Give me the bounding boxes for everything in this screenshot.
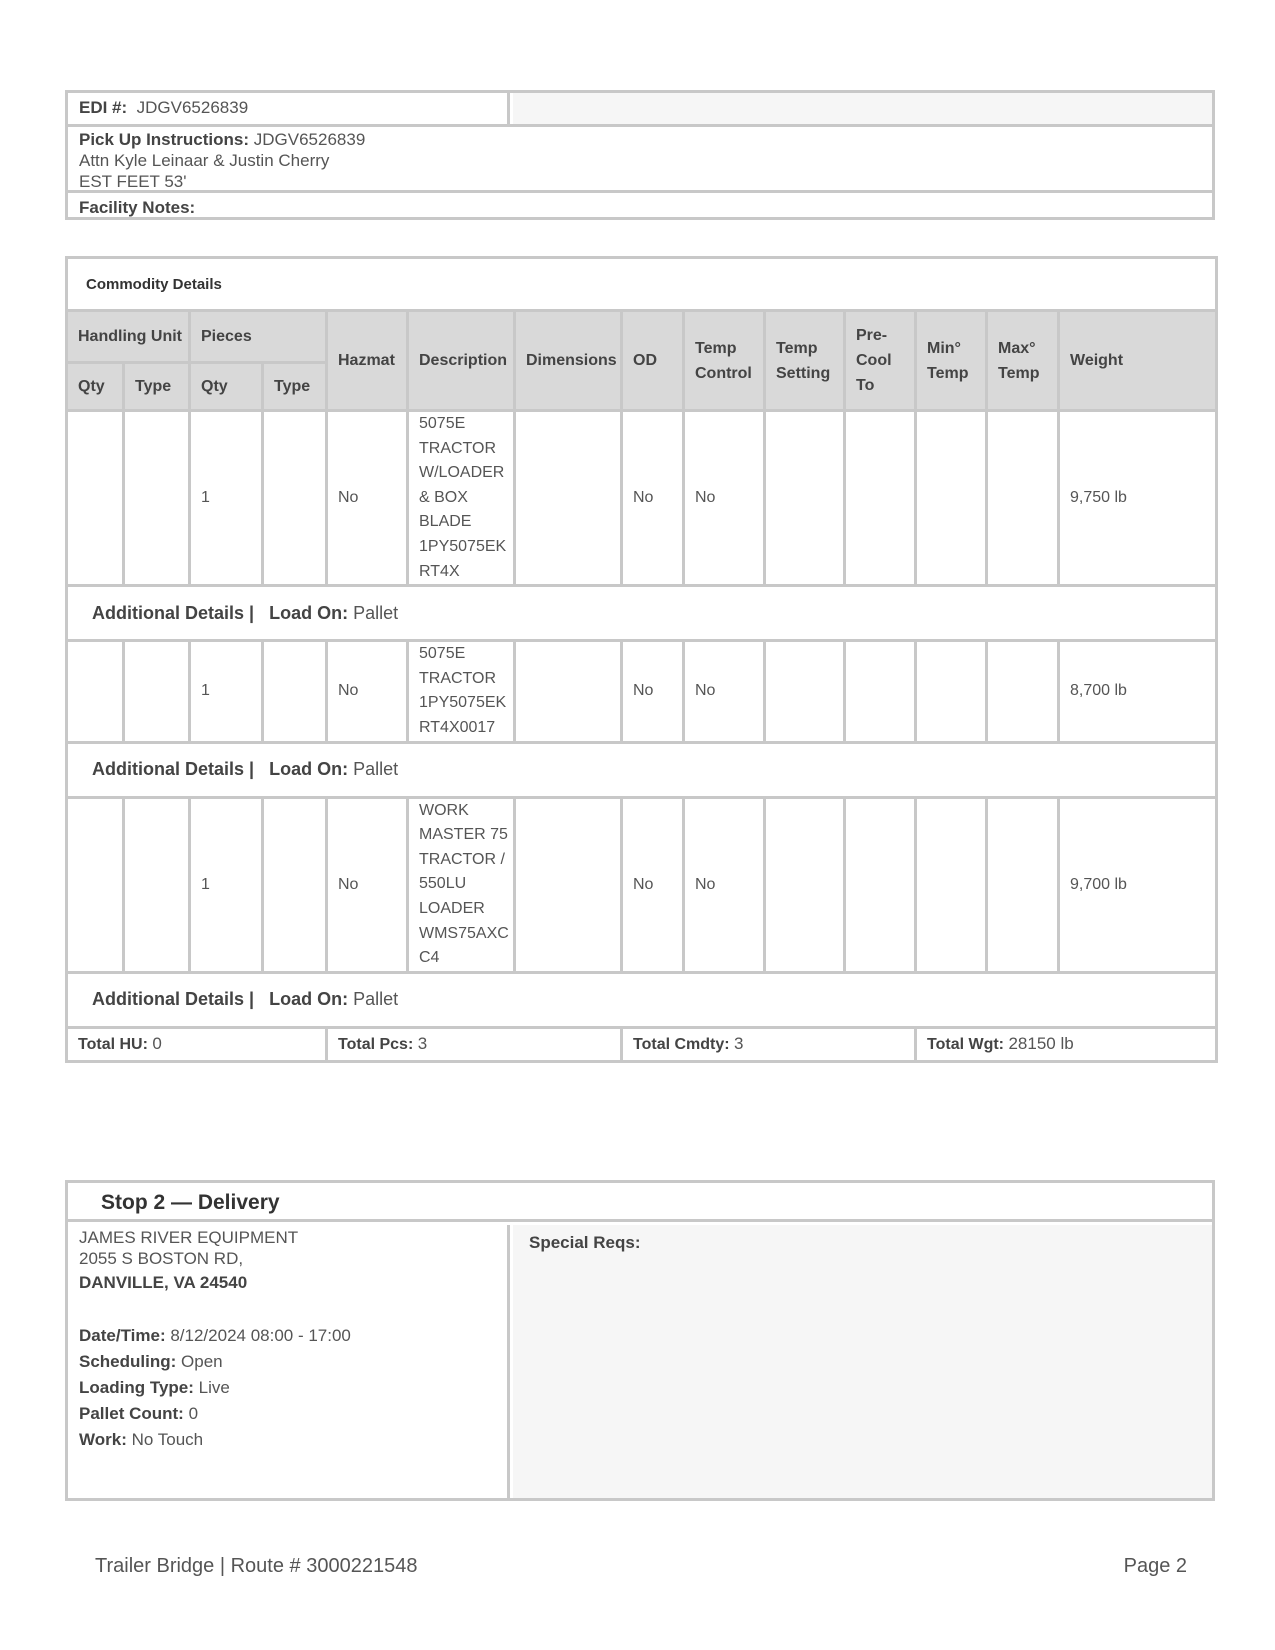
header-weight: Weight bbox=[1059, 311, 1217, 411]
total-cmdty-value: 3 bbox=[734, 1034, 744, 1054]
header-hazmat: Hazmat bbox=[327, 311, 408, 411]
facility-label: Facility Notes: bbox=[79, 198, 196, 217]
additional-details-label: Additional Details | bbox=[92, 759, 255, 780]
table-row bbox=[67, 411, 1217, 586]
od-cell: No bbox=[622, 797, 684, 972]
header-pcs-type: Type bbox=[263, 363, 327, 411]
temp-control-cell: No bbox=[684, 641, 765, 742]
datetime-field bbox=[79, 1323, 507, 1349]
description-line: RT4X0017 bbox=[419, 718, 496, 736]
description-line: 5075E bbox=[419, 645, 466, 663]
header-max-temp: Max° Temp bbox=[987, 311, 1059, 411]
scheduling-label: Scheduling: bbox=[79, 1352, 177, 1371]
description-line: 5075E bbox=[419, 415, 466, 432]
edi-empty-cell bbox=[513, 93, 1212, 124]
hazmat-cell: No bbox=[327, 797, 408, 972]
total-pcs-value: 3 bbox=[417, 1034, 428, 1054]
header-description: Description bbox=[408, 311, 515, 411]
header-pcs-qty: Qty bbox=[190, 363, 263, 411]
total-hu-label: Total HU: bbox=[78, 1036, 148, 1054]
edi-field bbox=[68, 93, 510, 124]
header-hu-type: Type bbox=[124, 363, 190, 411]
hu-type-cell bbox=[124, 641, 190, 742]
max-temp-cell bbox=[987, 641, 1059, 742]
pickup-instructions bbox=[68, 127, 1212, 193]
pre-cool-cell bbox=[845, 641, 916, 742]
description-cell bbox=[408, 411, 515, 586]
description-line: TRACTOR bbox=[419, 669, 497, 687]
additional-details bbox=[67, 972, 1217, 1027]
header-temp-setting: Temp Setting bbox=[765, 311, 845, 411]
additional-details-row bbox=[67, 972, 1217, 1027]
pcs-qty-cell: 1 bbox=[190, 411, 263, 586]
description-line: TRACTOR bbox=[419, 439, 497, 457]
total-wgt-value: 28150 lb bbox=[1008, 1034, 1074, 1054]
datetime-label: Date/Time: bbox=[79, 1326, 166, 1345]
header-handling-unit: Handling Unit bbox=[67, 311, 190, 363]
weight-cell: 9,750 lb bbox=[1059, 411, 1217, 586]
additional-details-label: Additional Details | bbox=[92, 989, 255, 1010]
min-temp-cell bbox=[916, 411, 987, 586]
hu-qty-cell bbox=[67, 641, 124, 742]
loading-type-label: Loading Type: bbox=[79, 1378, 194, 1397]
header-pre-cool-to: Pre- Cool To bbox=[845, 311, 916, 411]
hu-type-cell bbox=[124, 797, 190, 972]
pickup-info-box bbox=[65, 90, 1215, 220]
totals-row bbox=[67, 1027, 1217, 1061]
datetime-value: 8/12/2024 08:00 - 17:00 bbox=[170, 1326, 351, 1345]
stop-2-title: Stop 2 — Delivery bbox=[68, 1183, 1212, 1222]
description-cell bbox=[408, 641, 515, 742]
load-on-value: Pallet bbox=[353, 759, 399, 780]
pcs-type-cell bbox=[263, 411, 327, 586]
pickup-label: Pick Up Instructions: bbox=[79, 130, 250, 149]
header-pieces: Pieces bbox=[190, 311, 327, 363]
edi-value: JDGV6526839 bbox=[136, 98, 249, 117]
page-number: Page 2 bbox=[1123, 1555, 1187, 1577]
load-on-value: Pallet bbox=[353, 989, 399, 1010]
min-temp-cell bbox=[916, 641, 987, 742]
dimensions-cell bbox=[515, 797, 622, 972]
description-line: 550LU bbox=[419, 875, 467, 893]
temp-setting-cell bbox=[765, 411, 845, 586]
temp-setting-cell bbox=[765, 641, 845, 742]
pallet-count-label: Pallet Count: bbox=[79, 1404, 184, 1423]
pickup-line: Attn Kyle Leinaar & Justin Cherry bbox=[79, 151, 330, 170]
total-pcs bbox=[327, 1027, 622, 1061]
weight-cell: 8,700 lb bbox=[1059, 641, 1217, 742]
load-on-label: Load On: bbox=[269, 759, 349, 780]
commodity-table bbox=[65, 256, 1218, 1063]
total-cmdty bbox=[622, 1027, 916, 1061]
header-min-temp: Min° Temp bbox=[916, 311, 987, 411]
pickup-line: EST FEET 53' bbox=[79, 172, 187, 191]
total-wgt bbox=[916, 1027, 1217, 1061]
description-line: & BOX bbox=[419, 488, 468, 506]
additional-details bbox=[67, 742, 1217, 797]
description-line: 1PY5075EK bbox=[419, 694, 507, 712]
facility-notes bbox=[68, 196, 1212, 220]
pcs-qty-cell: 1 bbox=[190, 641, 263, 742]
stop-city: DANVILLE, VA 24540 bbox=[79, 1273, 248, 1292]
pcs-type-cell bbox=[263, 797, 327, 972]
od-cell: No bbox=[622, 641, 684, 742]
work-field bbox=[79, 1427, 507, 1453]
description-line: C4 bbox=[419, 949, 440, 967]
scheduling-field bbox=[79, 1349, 507, 1375]
description-line: BLADE bbox=[419, 513, 472, 531]
hu-qty-cell bbox=[67, 797, 124, 972]
description-line: TRACTOR / bbox=[419, 850, 505, 868]
weight-cell: 9,700 lb bbox=[1059, 797, 1217, 972]
hu-type-cell bbox=[124, 411, 190, 586]
temp-setting-cell bbox=[765, 797, 845, 972]
description-line: 1PY5075EK bbox=[419, 537, 507, 555]
description-cell bbox=[408, 797, 515, 972]
temp-control-cell: No bbox=[684, 411, 765, 586]
description-line: LOADER bbox=[419, 899, 485, 917]
load-on-label: Load On: bbox=[269, 602, 349, 623]
pre-cool-cell bbox=[845, 797, 916, 972]
pallet-count-value: 0 bbox=[188, 1404, 199, 1423]
hu-qty-cell bbox=[67, 411, 124, 586]
temp-control-cell: No bbox=[684, 797, 765, 972]
total-hu-value: 0 bbox=[152, 1034, 162, 1054]
dimensions-cell bbox=[515, 411, 622, 586]
table-row bbox=[67, 797, 1217, 972]
additional-details bbox=[67, 586, 1217, 641]
total-wgt-label: Total Wgt: bbox=[927, 1036, 1005, 1054]
load-on-value: Pallet bbox=[353, 602, 399, 623]
dimensions-cell bbox=[515, 641, 622, 742]
description-line: RT4X bbox=[419, 562, 460, 580]
header-dimensions: Dimensions bbox=[515, 311, 622, 411]
min-temp-cell bbox=[916, 797, 987, 972]
description-line: MASTER 75 bbox=[419, 826, 508, 844]
pickup-value: JDGV6526839 bbox=[253, 130, 366, 149]
special-reqs-label: Special Reqs: bbox=[529, 1233, 641, 1252]
loading-type-field bbox=[79, 1375, 507, 1401]
pcs-type-cell bbox=[263, 641, 327, 742]
description-line: WORK bbox=[419, 801, 469, 819]
description-line: WMS75AXC bbox=[419, 924, 509, 942]
edi-label: EDI #: bbox=[79, 98, 128, 117]
stop-company: JAMES RIVER EQUIPMENT bbox=[79, 1228, 299, 1247]
scheduling-value: Open bbox=[181, 1352, 223, 1371]
total-hu bbox=[67, 1027, 327, 1061]
stop-2-box bbox=[65, 1180, 1215, 1501]
commodity-details bbox=[65, 256, 1215, 1063]
header-hu-qty: Qty bbox=[67, 363, 124, 411]
loading-type-value: Live bbox=[198, 1378, 230, 1397]
total-cmdty-label: Total Cmdty: bbox=[633, 1036, 730, 1054]
pcs-qty-cell: 1 bbox=[190, 797, 263, 972]
total-pcs-label: Total Pcs: bbox=[338, 1036, 414, 1054]
pallet-count-field bbox=[79, 1401, 507, 1427]
max-temp-cell bbox=[987, 411, 1059, 586]
stop-street: 2055 S BOSTON RD, bbox=[79, 1249, 244, 1268]
od-cell: No bbox=[622, 411, 684, 586]
table-row bbox=[67, 641, 1217, 742]
pre-cool-cell bbox=[845, 411, 916, 586]
commodity-title: Commodity Details bbox=[67, 258, 1217, 311]
hazmat-cell: No bbox=[327, 641, 408, 742]
header-temp-control: Temp Control bbox=[684, 311, 765, 411]
work-value: No Touch bbox=[131, 1430, 204, 1449]
description-line: W/LOADER bbox=[419, 464, 505, 482]
additional-details-row bbox=[67, 586, 1217, 641]
additional-details-label: Additional Details | bbox=[92, 602, 255, 623]
work-label: Work: bbox=[79, 1430, 127, 1449]
edi-row bbox=[68, 93, 1212, 127]
hazmat-cell: No bbox=[327, 411, 408, 586]
footer-route: Trailer Bridge | Route # 3000221548 bbox=[95, 1555, 418, 1577]
load-on-label: Load On: bbox=[269, 989, 349, 1010]
max-temp-cell bbox=[987, 797, 1059, 972]
special-reqs bbox=[513, 1225, 1212, 1498]
stop-2-details bbox=[68, 1225, 510, 1498]
additional-details-row bbox=[67, 742, 1217, 797]
header-od: OD bbox=[622, 311, 684, 411]
